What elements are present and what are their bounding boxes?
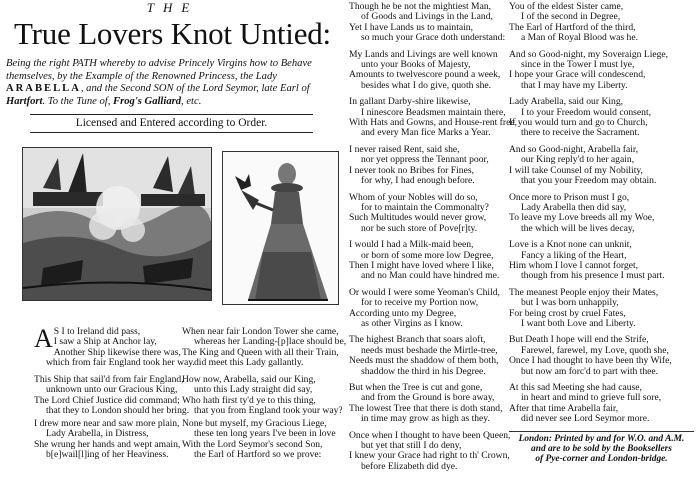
col2-stanza-2: [182, 375, 342, 417]
col4-stanza-9: [509, 383, 694, 425]
column-4: [509, 2, 694, 465]
col3-stanza-10: [349, 431, 509, 473]
verse-line: since in the Tower I must lye,: [521, 59, 635, 71]
col3-stanza-8: [349, 335, 509, 377]
top-rule: [30, 114, 313, 115]
verse-line: whereas her Landing-[p]lace should be,: [194, 336, 347, 348]
verse-line: Once when I thought to have been Queen,: [349, 429, 511, 441]
verse-line: Needs must the shaddow of them both,: [349, 355, 499, 367]
the-heading: THE: [146, 0, 199, 15]
verse-line: Lady Arabella then did say,: [521, 201, 627, 213]
verse-line: I knew your Grace had right to th' Crown,: [349, 450, 510, 462]
printer-imprint: [509, 431, 694, 465]
col3-stanza-9: [349, 383, 509, 425]
verse-line: for to receive my Portion now,: [361, 297, 479, 309]
col3-stanza-7: [349, 288, 509, 330]
verse-line: Love is a Knot none can unknit,: [509, 239, 632, 251]
verse-line: unto this Lady straight did say,: [194, 384, 313, 396]
verse-line: Then I might have loved where I like,: [349, 259, 494, 271]
verse-line: My Lands and Livings are well known: [349, 48, 498, 60]
subtitle-part-e: . To the Tune of,: [42, 95, 114, 107]
verse-line: In gallant Darby-shire likewise,: [349, 96, 471, 108]
verse-line: I hope your Grace will condescend,: [509, 69, 646, 81]
col2-stanza-3: [182, 419, 342, 461]
verse-line: You of the eldest Sister came,: [509, 1, 624, 12]
battle-scene-woodcut: [22, 147, 212, 301]
verse-line: Farewel, farewel, my Love, quoth she,: [521, 344, 669, 356]
verse-line: and no Man could have hindred me.: [361, 270, 500, 282]
verse-line: unto your Books of Majesty,: [361, 59, 471, 71]
col3-stanza-1: [349, 2, 509, 44]
lady-drawing: [223, 152, 338, 304]
verse-line: for to maintain the Commonalty?: [361, 201, 489, 213]
col4-stanza-1: [509, 2, 694, 44]
verse-line: the Earl of Hartford so we prove:: [194, 449, 322, 461]
verse-line: unknown unto our Gracious King,: [46, 384, 178, 396]
verse-line: With Hats and Gowns, and House-rent free,: [349, 117, 517, 129]
verse-line: None but myself, my Gracious Liege,: [182, 418, 327, 429]
verse-line: I ninescore Beadsmen maintain there,: [361, 106, 506, 118]
verse-line: According unto my Degree,: [349, 307, 457, 319]
verse-line: did meet this Lady gallantly.: [194, 357, 304, 369]
verse-line: The Lord Chief Justice did command;: [34, 394, 180, 406]
verse-line: Or would I were some Yeoman's Child,: [349, 286, 500, 298]
verse-line: our King reply'd to her again,: [521, 154, 635, 166]
verse-line: But Death I hope will end the Strife,: [509, 334, 649, 346]
col1-stanza-3: [34, 419, 184, 461]
verse-line: though from his presence I must part.: [521, 270, 665, 282]
verse-line: in time may grow as high as they.: [361, 413, 490, 425]
verse-line: of Goods and Livings in the Land,: [361, 11, 493, 23]
verse-line: Whom of your Nobles will do so,: [349, 191, 478, 203]
verse-line: that I may have my Liberty.: [521, 79, 628, 91]
verse-line: but now am forc'd to part with thee.: [521, 365, 659, 377]
verse-line: For being crost by cruel Fates,: [509, 307, 626, 319]
col4-stanza-4: [509, 145, 694, 187]
subtitle-part-f: Frog's Galliard: [113, 95, 182, 107]
verse-line: I saw a Ship at Anchor lay,: [53, 336, 157, 348]
verse-line: but yet that still I do deny,: [361, 440, 462, 452]
verse-line: that you from England took your way?: [194, 405, 343, 417]
verse-line: I to your Freedom would consent,: [521, 106, 652, 118]
battle-scene-drawing: [23, 148, 211, 300]
verse-line: nor be such store of Pove[r]ty.: [361, 222, 478, 234]
verse-line: but I was born unhappily,: [521, 297, 619, 309]
verse-line: in heart and mind to grieve full sore,: [521, 392, 662, 404]
verse-line: Once I had thought to have been thy Wife,: [509, 355, 672, 367]
verse-line: Fancy a liking of the Heart,: [521, 249, 627, 261]
verse-line: When near fair London Tower she came,: [182, 326, 339, 337]
verse-line: for why, I had enough before.: [361, 175, 475, 187]
verse-line: that you your Freedom may obtain.: [521, 175, 657, 187]
col4-stanza-3: [509, 97, 694, 139]
verse-line: The lowest Tree that there is doth stand,: [349, 402, 503, 414]
subtitle-part-g: , etc.: [181, 95, 202, 107]
imprint-line: and are to be sold by the Booksellers: [531, 444, 672, 455]
col1-stanza-2: [34, 374, 190, 417]
verse-line: But when the Tree is cut and gone,: [349, 382, 483, 393]
verse-line: there to receive the Sacrament.: [521, 127, 640, 139]
verse-line: I of the second in Degree,: [521, 11, 621, 23]
drop-capital: A: [34, 324, 53, 353]
verse-line: Yet I have Lands us to maintain,: [349, 21, 473, 33]
verse-line: nor yet oppress the Tennant poor,: [361, 154, 489, 166]
verse-line: I would I had a Milk-maid been,: [349, 239, 474, 251]
verse-line: and from the Ground is bore away,: [361, 392, 495, 404]
verse-line: I never took no Bribes for Fines,: [349, 164, 474, 176]
col4-stanza-6: [509, 240, 694, 282]
verse-line: which from fair England took her way.: [46, 357, 195, 369]
verse-line: Him whom I love I cannot forget,: [509, 259, 639, 271]
verse-line: Lady Arabella, said our King,: [509, 96, 624, 108]
lady-with-fan-woodcut: [222, 151, 339, 305]
verse-line: did never see Lord Seymor more.: [521, 413, 650, 425]
verse-line: Lady Arabella, in Distress,: [46, 428, 149, 440]
verse-line: needs must beshade the Mirtle-tree,: [361, 344, 498, 356]
imprint-line: London: Printed by and for W.O. and A.M.: [518, 433, 685, 444]
col1-stanza-1: [34, 324, 195, 369]
col4-stanza-2: [509, 50, 694, 92]
verse-line: before Elizabeth did dye.: [361, 460, 458, 472]
verse-line: Another Ship likewise there was,: [53, 346, 181, 358]
verse-line: these ten long years I've been in love: [194, 428, 336, 440]
verse-line: She wrung her hands and wept amain,: [34, 438, 181, 450]
verse-line: and every Man fice Marks a Year.: [361, 127, 491, 139]
verse-line: Such Multitudes would never grow,: [349, 212, 487, 224]
verse-line: And so Good-night, my Soveraign Liege,: [509, 48, 669, 60]
verse-line: The meanest People enjoy their Mates,: [509, 286, 659, 298]
verse-line: b[e]wail[l]ing of her Heaviness.: [46, 449, 169, 461]
ballad-subtitle: [6, 58, 344, 108]
ballad-title: True Lovers Knot Untied:: [14, 16, 331, 51]
verse-line: At this sad Meeting she had cause,: [509, 382, 642, 393]
licensed-notice: Licensed and Entered according to Order.: [30, 117, 313, 133]
verse-line: S I to Ireland did pass,: [53, 326, 141, 337]
col2-stanza-1: [182, 326, 347, 369]
verse-line: Amounts to twelvescore pound a week,: [349, 69, 501, 81]
subtitle-part-a: Being the right PATH whereby to advise Princely Virgins how to Behave themselves, by the Example of the Renowned Princess, the Lady: [6, 58, 312, 82]
verse-line: Who hath first ty'd ye to this thing,: [182, 394, 316, 406]
verse-line: so much your Grace doth understand:: [361, 32, 506, 44]
verse-line: The Earl of Hartford of the third,: [509, 21, 636, 33]
column-3: [349, 1, 517, 478]
verse-line: With the Lord Seymor's second Son,: [182, 438, 323, 450]
verse-line: or born of some more low Degree,: [361, 249, 494, 261]
subtitle-part-d: Hartfort: [6, 95, 43, 107]
col4-stanza-7: [509, 288, 694, 330]
verse-line: I drew more near and saw more plain,: [34, 418, 180, 429]
verse-line: After that time Arabella fair,: [509, 402, 619, 414]
verse-line: besides what I do give, quoth she.: [361, 79, 492, 91]
verse-line: as other Virgins as I know.: [361, 317, 463, 329]
verse-line: And so Good-night, Arabella fair,: [509, 143, 639, 155]
verse-line: I never raised Rent, said she,: [349, 143, 460, 155]
verse-line: that they to London should her bring.: [46, 405, 190, 417]
col3-stanza-2: [349, 50, 509, 92]
verse-line: This Ship that sail'd from fair England,: [34, 374, 184, 385]
verse-line: a Man of Royal Blood was he.: [521, 32, 638, 44]
verse-line: To leave my Love breeds all my Woe,: [509, 212, 655, 224]
verse-line: I want both Love and Liberty.: [521, 317, 636, 329]
col3-stanza-6: [349, 240, 509, 282]
verse-line: Once more to Prison must I go,: [509, 191, 630, 203]
col4-stanza-8: [509, 335, 694, 377]
col4-stanza-5: [509, 193, 694, 235]
col3-stanza-5: [349, 193, 509, 235]
verse-line: shaddow the third in his Degree.: [361, 365, 486, 377]
col3-stanza-4: [349, 145, 509, 187]
verse-line: How now, Arabella, said our King,: [182, 374, 316, 385]
imprint-line: of Pye-corner and London-bridge.: [535, 454, 668, 465]
verse-line: If you would turn and go to Church,: [509, 117, 648, 129]
verse-line: The highest Branch that soars aloft,: [349, 334, 486, 346]
subtitle-part-c: , and the Second SON of the Lord Seymor, late Earl of: [80, 83, 310, 95]
verse-line: I will take Counsel of my Nobility,: [509, 164, 643, 176]
subtitle-part-b: ARABELLA: [6, 83, 81, 95]
verse-line: the which will be lives decay,: [521, 222, 635, 234]
verse-line: Though he be not the mightiest Man,: [349, 1, 492, 12]
col3-stanza-3: [349, 96, 517, 139]
verse-line: The King and Queen with all their Train,: [182, 346, 339, 358]
